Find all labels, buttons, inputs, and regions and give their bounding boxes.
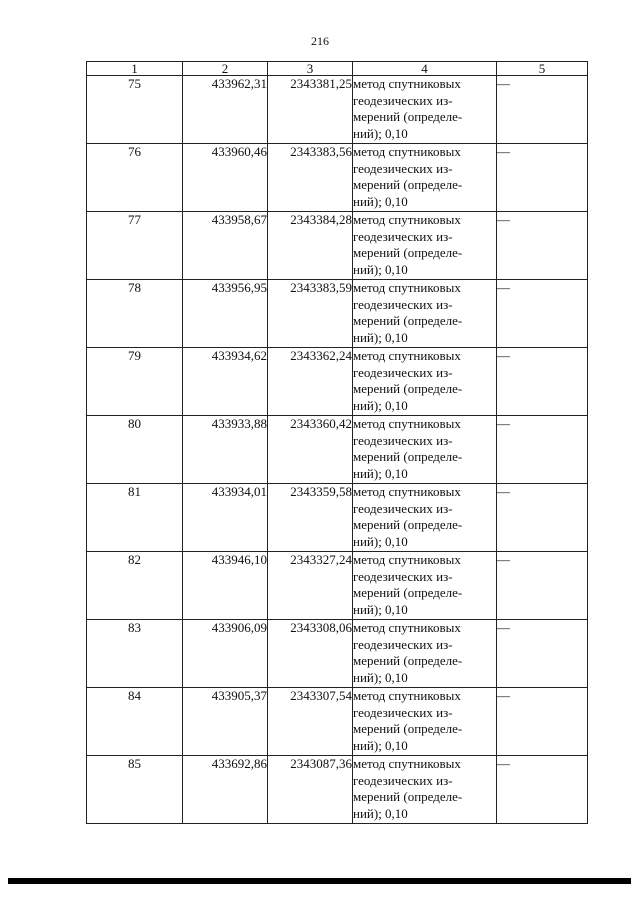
- method-cell: [353, 552, 497, 620]
- table-row: [87, 756, 588, 824]
- x-coordinate-cell: 433960,46: [183, 144, 268, 212]
- method-line: метод спутниковых: [353, 212, 461, 227]
- method-line: геодезических из-: [353, 92, 453, 108]
- y-coordinate-cell: 2343381,25: [268, 76, 353, 144]
- x-coordinate-cell: 433906,09: [183, 620, 268, 688]
- point-number-cell: 79: [87, 348, 183, 416]
- method-line: геодезических из-: [353, 364, 453, 380]
- point-number-cell: 85: [87, 756, 183, 824]
- method-cell: [353, 620, 497, 688]
- point-number-cell: 77: [87, 212, 183, 280]
- y-coordinate-cell: 2343307,54: [268, 688, 353, 756]
- point-number-cell: 78: [87, 280, 183, 348]
- method-line: геодезических из-: [353, 568, 453, 584]
- method-line: геодезических из-: [353, 704, 453, 720]
- x-coordinate-cell: 433962,31: [183, 76, 268, 144]
- method-line: геодезических из-: [353, 636, 453, 652]
- method-line: ний); 0,10: [353, 533, 408, 549]
- table-row: [87, 280, 588, 348]
- method-line: мерений (определе-: [353, 653, 463, 668]
- note-cell: —: [497, 484, 588, 552]
- x-coordinate-cell: 433905,37: [183, 688, 268, 756]
- method-line: мерений (определе-: [353, 313, 463, 328]
- method-line: геодезических из-: [353, 500, 453, 516]
- y-coordinate-cell: 2343308,06: [268, 620, 353, 688]
- method-line: метод спутниковых: [353, 348, 461, 363]
- method-line: геодезических из-: [353, 160, 453, 176]
- method-line: геодезических из-: [353, 296, 453, 312]
- method-line: мерений (определе-: [353, 381, 463, 396]
- method-cell: [353, 348, 497, 416]
- header-col-4: 4: [353, 62, 497, 76]
- note-cell: —: [497, 552, 588, 620]
- method-line: метод спутниковых: [353, 552, 461, 567]
- method-line: ний); 0,10: [353, 261, 408, 277]
- table-row: [87, 348, 588, 416]
- y-coordinate-cell: 2343383,59: [268, 280, 353, 348]
- y-coordinate-cell: 2343359,58: [268, 484, 353, 552]
- note-cell: —: [497, 688, 588, 756]
- header-col-2: 2: [183, 62, 268, 76]
- header-col-1: 1: [87, 62, 183, 76]
- method-line: геодезических из-: [353, 228, 453, 244]
- method-cell: [353, 212, 497, 280]
- method-line: мерений (определе-: [353, 721, 463, 736]
- x-coordinate-cell: 433934,62: [183, 348, 268, 416]
- method-line: мерений (определе-: [353, 109, 463, 124]
- table-row: [87, 688, 588, 756]
- x-coordinate-cell: 433933,88: [183, 416, 268, 484]
- method-line: метод спутниковых: [353, 280, 461, 295]
- method-line: ний); 0,10: [353, 329, 408, 345]
- method-line: геодезических из-: [353, 432, 453, 448]
- method-cell: [353, 280, 497, 348]
- method-cell: [353, 756, 497, 824]
- method-cell: [353, 144, 497, 212]
- point-number-cell: 75: [87, 76, 183, 144]
- method-line: метод спутниковых: [353, 76, 461, 91]
- method-line: ний); 0,10: [353, 601, 408, 617]
- table-row: [87, 416, 588, 484]
- y-coordinate-cell: 2343383,56: [268, 144, 353, 212]
- method-line: ний); 0,10: [353, 737, 408, 753]
- point-number-cell: 81: [87, 484, 183, 552]
- method-line: ний); 0,10: [353, 465, 408, 481]
- x-coordinate-cell: 433958,67: [183, 212, 268, 280]
- method-line: мерений (определе-: [353, 177, 463, 192]
- method-line: метод спутниковых: [353, 688, 461, 703]
- header-col-5: 5: [497, 62, 588, 76]
- y-coordinate-cell: 2343360,42: [268, 416, 353, 484]
- note-cell: —: [497, 756, 588, 824]
- header-col-3: 3: [268, 62, 353, 76]
- note-cell: —: [497, 76, 588, 144]
- method-line: метод спутниковых: [353, 756, 461, 771]
- table-row: [87, 76, 588, 144]
- bottom-rule: [8, 878, 631, 884]
- method-line: мерений (определе-: [353, 449, 463, 464]
- point-number-cell: 76: [87, 144, 183, 212]
- note-cell: —: [497, 212, 588, 280]
- table-row: [87, 620, 588, 688]
- point-number-cell: 82: [87, 552, 183, 620]
- method-line: ний); 0,10: [353, 193, 408, 209]
- note-cell: —: [497, 280, 588, 348]
- point-number-cell: 83: [87, 620, 183, 688]
- method-line: ний); 0,10: [353, 125, 408, 141]
- method-line: метод спутниковых: [353, 416, 461, 431]
- method-line: метод спутниковых: [353, 144, 461, 159]
- table-row: [87, 212, 588, 280]
- x-coordinate-cell: 433946,10: [183, 552, 268, 620]
- point-number-cell: 80: [87, 416, 183, 484]
- table-row: [87, 552, 588, 620]
- y-coordinate-cell: 2343362,24: [268, 348, 353, 416]
- method-cell: [353, 416, 497, 484]
- coordinates-table: [86, 61, 588, 824]
- method-line: ний); 0,10: [353, 397, 408, 413]
- point-number-cell: 84: [87, 688, 183, 756]
- x-coordinate-cell: 433692,86: [183, 756, 268, 824]
- table-body: [87, 76, 588, 824]
- table-header-row: [87, 62, 588, 76]
- method-line: мерений (определе-: [353, 585, 463, 600]
- method-line: метод спутниковых: [353, 620, 461, 635]
- y-coordinate-cell: 2343087,36: [268, 756, 353, 824]
- page-number: 216: [311, 34, 329, 48]
- x-coordinate-cell: 433934,01: [183, 484, 268, 552]
- x-coordinate-cell: 433956,95: [183, 280, 268, 348]
- y-coordinate-cell: 2343384,28: [268, 212, 353, 280]
- method-line: ний); 0,10: [353, 669, 408, 685]
- method-line: мерений (определе-: [353, 245, 463, 260]
- method-line: геодезических из-: [353, 772, 453, 788]
- method-cell: [353, 76, 497, 144]
- table-row: [87, 144, 588, 212]
- y-coordinate-cell: 2343327,24: [268, 552, 353, 620]
- method-line: мерений (определе-: [353, 517, 463, 532]
- table-row: [87, 484, 588, 552]
- method-cell: [353, 688, 497, 756]
- method-line: мерений (определе-: [353, 789, 463, 804]
- method-cell: [353, 484, 497, 552]
- method-line: ний); 0,10: [353, 805, 408, 821]
- note-cell: —: [497, 416, 588, 484]
- note-cell: —: [497, 144, 588, 212]
- note-cell: —: [497, 620, 588, 688]
- method-line: метод спутниковых: [353, 484, 461, 499]
- note-cell: —: [497, 348, 588, 416]
